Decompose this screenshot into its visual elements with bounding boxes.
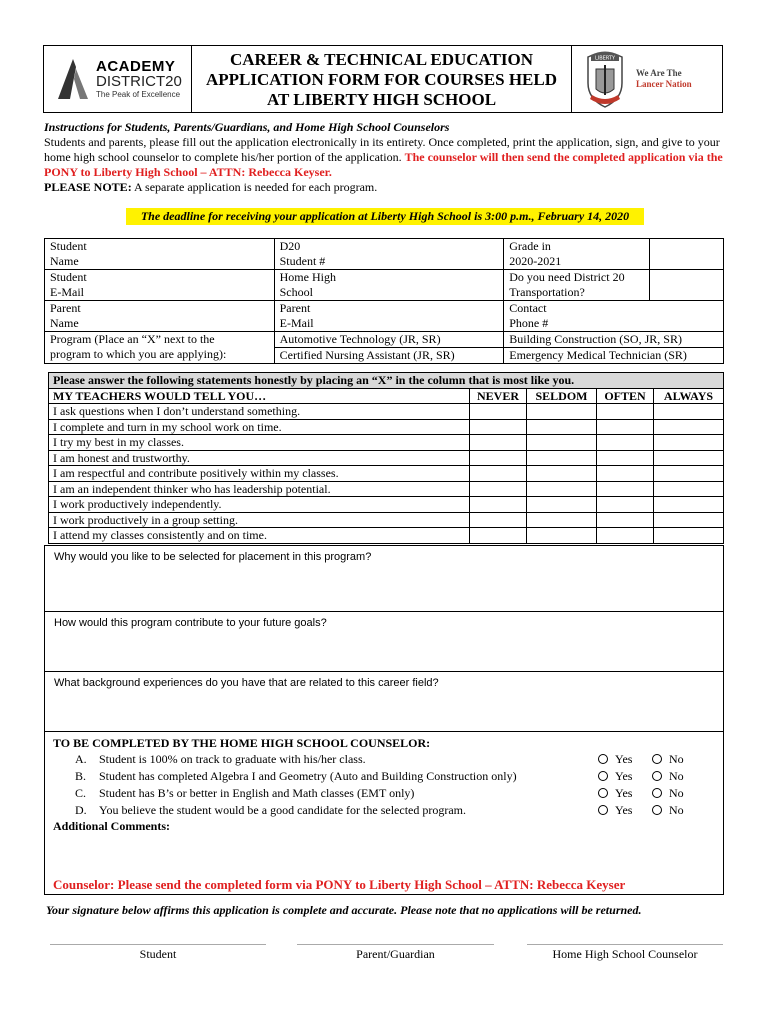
rating-statement: I am honest and trustworthy. xyxy=(49,450,470,466)
note-text: A separate application is needed for each program. xyxy=(131,180,378,194)
radio-circle-icon xyxy=(652,805,662,815)
program-label: Program (Place an “X” next to the xyxy=(50,332,215,346)
contact-phone-label-2: Phone # xyxy=(509,316,549,330)
rating-statement: I try my best in my classes. xyxy=(49,435,470,451)
rating-cell-often[interactable] xyxy=(597,466,654,482)
home-high-school-cell[interactable] xyxy=(274,270,504,301)
rating-cell-often[interactable] xyxy=(597,528,654,544)
rating-cell-always[interactable] xyxy=(654,497,724,513)
no-radio[interactable] xyxy=(652,751,684,768)
no-label: No xyxy=(669,803,684,817)
program-option-automotive[interactable]: Automotive Technology (JR, SR) xyxy=(274,332,504,348)
program-option-building[interactable]: Building Construction (SO, JR, SR) xyxy=(504,332,724,348)
logo-tagline: The Peak of Excellence xyxy=(96,89,181,99)
rating-cell-always[interactable] xyxy=(654,512,724,528)
counselor-signature-line[interactable] xyxy=(527,944,723,962)
student-email-label-2: E-Mail xyxy=(50,285,84,299)
student-name-label: Student xyxy=(50,239,87,253)
rating-row xyxy=(49,435,724,451)
form-title xyxy=(192,46,572,112)
rating-cell-seldom[interactable] xyxy=(527,512,597,528)
rating-cell-always[interactable] xyxy=(654,481,724,497)
rating-cell-seldom[interactable] xyxy=(527,404,597,420)
rating-row xyxy=(49,419,724,435)
liberty-crest-icon xyxy=(582,49,628,109)
yes-label: Yes xyxy=(615,752,633,766)
yes-label: Yes xyxy=(615,769,633,783)
student-name-label-2: Name xyxy=(50,254,79,268)
signature-affirmation: Your signature below affirms this application is complete and accurate. Please note that no applications will be returned. xyxy=(46,903,642,917)
no-label: No xyxy=(669,786,684,800)
rating-statement: I ask questions when I don’t understand something. xyxy=(49,404,470,420)
student-name-cell[interactable] xyxy=(45,239,275,270)
form-header xyxy=(43,45,723,113)
rating-cell-never[interactable] xyxy=(470,404,527,420)
additional-comments-label: Additional Comments: xyxy=(53,819,171,833)
d20-student-number-cell[interactable] xyxy=(274,239,504,270)
d20-label-2: Student # xyxy=(279,254,326,268)
radio-circle-icon xyxy=(652,788,662,798)
rating-heading: MY TEACHERS WOULD TELL YOU… xyxy=(49,388,470,404)
rating-statement: I attend my classes consistently and on time. xyxy=(49,528,470,544)
rating-cell-always[interactable] xyxy=(654,419,724,435)
rating-cell-always[interactable] xyxy=(654,450,724,466)
rating-cell-never[interactable] xyxy=(470,435,527,451)
rating-cell-often[interactable] xyxy=(597,404,654,420)
instructions-text: Students and parents, please fill out the application electronically in its entirety. Once completed, print the application, sign, and give to your home high school counselor to complete his/her portion of the application. xyxy=(44,135,720,164)
rating-cell-seldom[interactable] xyxy=(527,497,597,513)
rating-cell-always[interactable] xyxy=(654,435,724,451)
rating-cell-never[interactable] xyxy=(470,481,527,497)
col-often: OFTEN xyxy=(597,388,654,404)
contact-phone-cell[interactable] xyxy=(504,301,724,332)
parent-name-label: Parent xyxy=(50,301,81,315)
counselor-item-text: Student is 100% on track to graduate with his/her class. xyxy=(99,752,366,766)
contact-phone-label: Contact xyxy=(509,301,547,315)
title-line-2: APPLICATION FORM FOR COURSES HELD xyxy=(205,70,558,89)
counselor-item-letter: D. xyxy=(75,803,87,817)
program-option-cna[interactable]: Certified Nursing Assistant (JR, SR) xyxy=(274,348,504,364)
rating-cell-never[interactable] xyxy=(470,528,527,544)
parent-email-label-2: E-Mail xyxy=(279,316,314,330)
instructions-red-text: The counselor will then send the completed application via the PONY to Liberty High School – ATTN: Rebecca Keyser. xyxy=(44,150,723,179)
rating-cell-seldom[interactable] xyxy=(527,450,597,466)
radio-circle-icon xyxy=(598,805,608,815)
radio-circle-icon xyxy=(652,771,662,781)
rating-cell-never[interactable] xyxy=(470,419,527,435)
radio-circle-icon xyxy=(598,771,608,781)
parent-email-label: Parent xyxy=(279,301,311,315)
title-line-3: AT LIBERTY HIGH SCHOOL xyxy=(266,90,497,109)
transportation-input[interactable] xyxy=(650,270,724,301)
parent-email-cell[interactable] xyxy=(274,301,504,332)
rating-cell-never[interactable] xyxy=(470,497,527,513)
question-1: Why would you like to be selected for placement in this program? xyxy=(54,551,372,563)
rating-cell-seldom[interactable] xyxy=(527,435,597,451)
col-always: ALWAYS xyxy=(654,388,724,404)
counselor-signature-label: Home High School Counselor xyxy=(552,947,698,961)
rating-cell-often[interactable] xyxy=(597,450,654,466)
rating-cell-always[interactable] xyxy=(654,466,724,482)
col-never: NEVER xyxy=(470,388,527,404)
mountain-peak-icon xyxy=(56,57,90,101)
parent-signature-line[interactable] xyxy=(297,944,494,962)
grade-input[interactable] xyxy=(650,239,724,270)
logo-line-2: DISTRICT20 xyxy=(96,72,182,90)
yes-label: Yes xyxy=(615,786,633,800)
rating-cell-seldom[interactable] xyxy=(527,466,597,482)
student-signature-line[interactable] xyxy=(50,944,266,962)
counselor-item-letter: B. xyxy=(75,769,87,783)
counselor-item-text: You believe the student would be a good candidate for the selected program. xyxy=(99,803,467,817)
counselor-item-letter: A. xyxy=(75,752,87,766)
parent-signature-label: Parent/Guardian xyxy=(356,947,435,961)
rating-row xyxy=(49,481,724,497)
rating-row xyxy=(49,512,724,528)
rating-statement: I am respectful and contribute positively within my classes. xyxy=(49,466,470,482)
transportation-label-2: Transportation? xyxy=(509,285,585,299)
parent-name-label-2: Name xyxy=(50,316,79,330)
crest-text: LIBERTY xyxy=(594,55,616,62)
program-label-2: program to which you are applying): xyxy=(50,347,227,361)
counselor-section xyxy=(44,731,724,895)
radio-circle-icon xyxy=(598,788,608,798)
no-radio[interactable] xyxy=(652,768,684,785)
rating-cell-often[interactable] xyxy=(597,481,654,497)
lancer-line-2: Lancer Nation xyxy=(636,79,692,89)
note-label: PLEASE NOTE: xyxy=(44,180,132,194)
counselor-item-letter: C. xyxy=(75,786,87,800)
rating-cell-seldom[interactable] xyxy=(527,528,597,544)
no-radio[interactable] xyxy=(652,802,684,819)
student-email-label: Student xyxy=(50,270,87,284)
rating-cell-never[interactable] xyxy=(470,450,527,466)
question-box-3[interactable] xyxy=(44,672,724,732)
rating-row xyxy=(49,450,724,466)
no-label: No xyxy=(669,769,684,783)
d20-label: D20 xyxy=(279,239,301,253)
rating-cell-often[interactable] xyxy=(597,435,654,451)
student-signature-label: Student xyxy=(139,947,177,961)
program-label-cell xyxy=(45,332,275,364)
student-info-table xyxy=(44,238,724,364)
student-email-cell[interactable] xyxy=(45,270,275,301)
rating-instruction: Please answer the following statements honestly by placing an “X” in the column that is most like you. xyxy=(49,373,724,389)
yes-radio[interactable] xyxy=(598,751,632,768)
counselor-item xyxy=(53,785,723,802)
rating-row xyxy=(49,466,724,482)
logo-line-1: ACADEMY xyxy=(96,57,176,75)
rating-statement: I work productively in a group setting. xyxy=(49,512,470,528)
grade-label-2: 2020-2021 xyxy=(509,254,562,268)
please-note xyxy=(44,180,734,195)
counselor-send-note: Counselor: Please send the completed form via PONY to Liberty High School – ATTN: Rebecca Keyser xyxy=(53,877,626,892)
yes-radio[interactable] xyxy=(598,785,632,802)
lancer-line-1: We Are The xyxy=(636,68,682,78)
rating-cell-always[interactable] xyxy=(654,404,724,420)
rating-cell-always[interactable] xyxy=(654,528,724,544)
question-3: What background experiences do you have that are related to this career field? xyxy=(54,677,439,689)
instructions-body xyxy=(44,135,734,180)
lancer-nation-badge xyxy=(572,46,722,112)
transportation-label: Do you need District 20 xyxy=(509,270,625,284)
rating-cell-often[interactable] xyxy=(597,419,654,435)
yes-radio[interactable] xyxy=(598,802,632,819)
radio-circle-icon xyxy=(652,754,662,764)
counselor-item xyxy=(53,768,723,785)
no-radio[interactable] xyxy=(652,785,684,802)
title-line-1: CAREER & TECHNICAL EDUCATION xyxy=(229,50,534,69)
parent-name-cell[interactable] xyxy=(45,301,275,332)
grade-cell xyxy=(504,239,650,270)
deadline-banner: The deadline for receiving your application at Liberty High School is 3:00 p.m., February 14, 2020 xyxy=(126,208,644,225)
rating-statement: I complete and turn in my school work on time. xyxy=(49,419,470,435)
counselor-item xyxy=(53,751,723,768)
instructions xyxy=(44,120,734,195)
program-option-emt[interactable]: Emergency Medical Technician (SR) xyxy=(504,348,724,364)
rating-cell-seldom[interactable] xyxy=(527,419,597,435)
radio-circle-icon xyxy=(598,754,608,764)
rating-row xyxy=(49,404,724,420)
col-seldom: SELDOM xyxy=(527,388,597,404)
transportation-cell xyxy=(504,270,650,301)
counselor-item xyxy=(53,802,723,819)
counselor-item-text: Student has completed Algebra I and Geometry (Auto and Building Construction only) xyxy=(99,769,517,783)
rating-statement: I am an independent thinker who has leadership potential. xyxy=(49,481,470,497)
instructions-title: Instructions for Students, Parents/Guardians, and Home High School Counselors xyxy=(44,120,450,134)
no-label: No xyxy=(669,752,684,766)
rating-row xyxy=(49,497,724,513)
question-box-1[interactable] xyxy=(44,545,724,612)
home-high-school-label: Home High xyxy=(279,270,336,284)
grade-label: Grade in xyxy=(509,239,551,253)
rating-cell-never[interactable] xyxy=(470,512,527,528)
question-2: How would this program contribute to your future goals? xyxy=(54,617,327,629)
question-box-2[interactable] xyxy=(44,612,724,672)
counselor-item-text: Student has B’s or better in English and Math classes (EMT only) xyxy=(99,786,415,800)
rating-statement: I work productively independently. xyxy=(49,497,470,513)
rating-cell-often[interactable] xyxy=(597,497,654,513)
rating-row xyxy=(49,528,724,544)
yes-label: Yes xyxy=(615,803,633,817)
counselor-heading: TO BE COMPLETED BY THE HOME HIGH SCHOOL COUNSELOR: xyxy=(53,736,431,750)
academy-district-20-logo xyxy=(44,46,192,112)
home-high-school-label-2: School xyxy=(279,285,313,299)
self-rating-table xyxy=(48,372,724,544)
rating-cell-often[interactable] xyxy=(597,512,654,528)
yes-radio[interactable] xyxy=(598,768,632,785)
rating-cell-seldom[interactable] xyxy=(527,481,597,497)
rating-cell-never[interactable] xyxy=(470,466,527,482)
